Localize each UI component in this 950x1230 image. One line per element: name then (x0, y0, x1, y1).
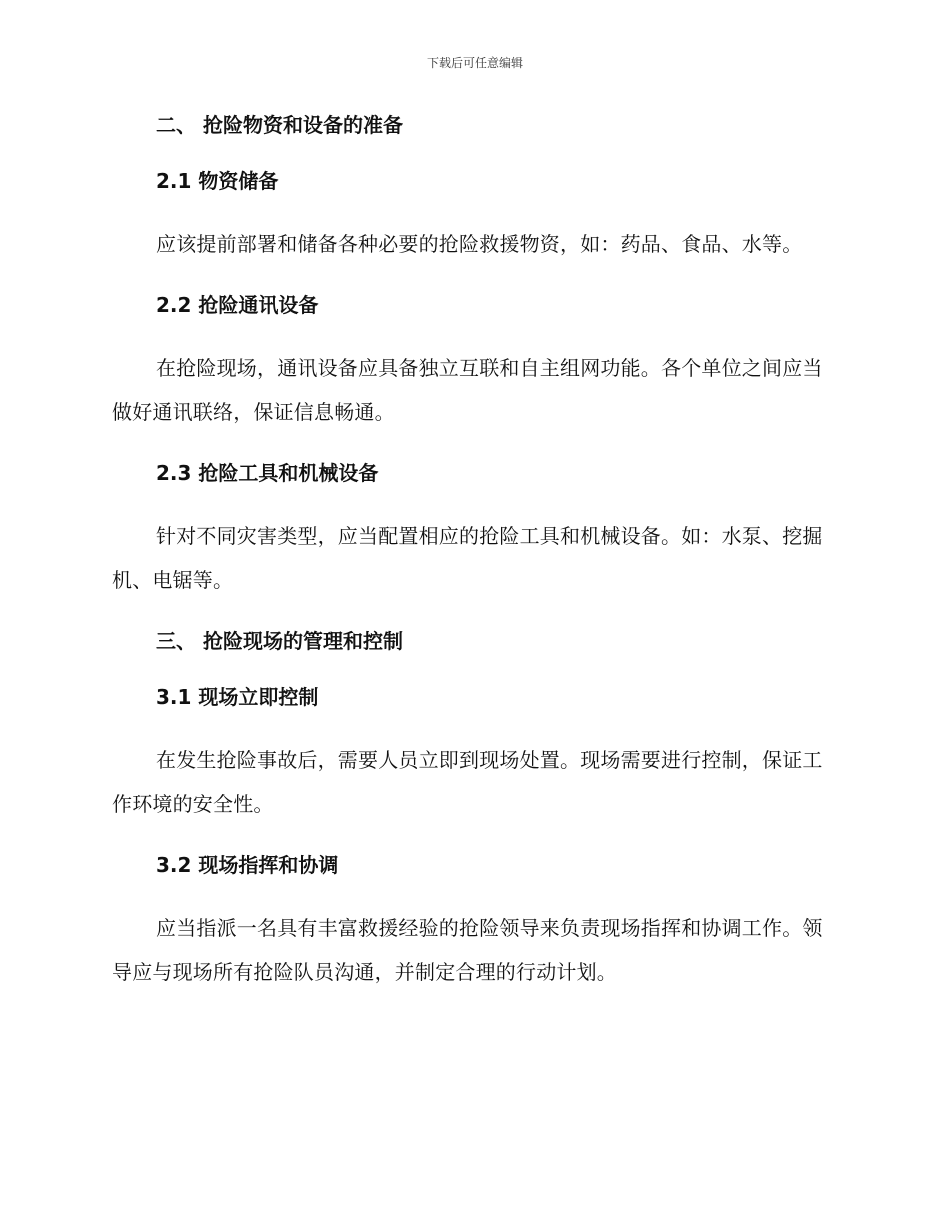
section-3-1-heading: 3.1 现场立即控制 (156, 685, 319, 709)
document-body (112, 110, 834, 1018)
section-2-2-paragraph: 在抢险现场，通讯设备应具备独立互联和自主组网功能。各个单位之间应当做好通讯联络，保证信息畅通。 (112, 356, 823, 424)
section-2-3-paragraph: 针对不同灾害类型，应当配置相应的抢险工具和机械设备。如：水泵、挖掘机、电锯等。 (112, 524, 823, 592)
page-header-note: 下载后可任意编辑 (426, 56, 523, 70)
section-3-2-paragraph: 应当指派一名具有丰富救援经验的抢险领导来负责现场指挥和协调工作。领导应与现场所有抢险队员沟通，并制定合理的行动计划。 (112, 916, 823, 984)
section-3-2-heading: 3.2 现场指挥和协调 (156, 853, 339, 877)
section-3-1-paragraph: 在发生抢险事故后，需要人员立即到现场处置。现场需要进行控制，保证工作环境的安全性。 (112, 748, 823, 816)
section-2-2-heading: 2.2 抢险通讯设备 (156, 293, 319, 317)
section-2-1-heading: 2.1 物资储备 (156, 169, 279, 193)
section-2-3-heading: 2.3 抢险工具和机械设备 (156, 461, 379, 485)
section-2-heading: 二、 抢险物资和设备的准备 (156, 113, 403, 137)
section-3-heading: 三、 抢险现场的管理和控制 (156, 629, 403, 653)
section-2-1-paragraph: 应该提前部署和储备各种必要的抢险救援物资，如：药品、食品、水等。 (156, 232, 803, 256)
